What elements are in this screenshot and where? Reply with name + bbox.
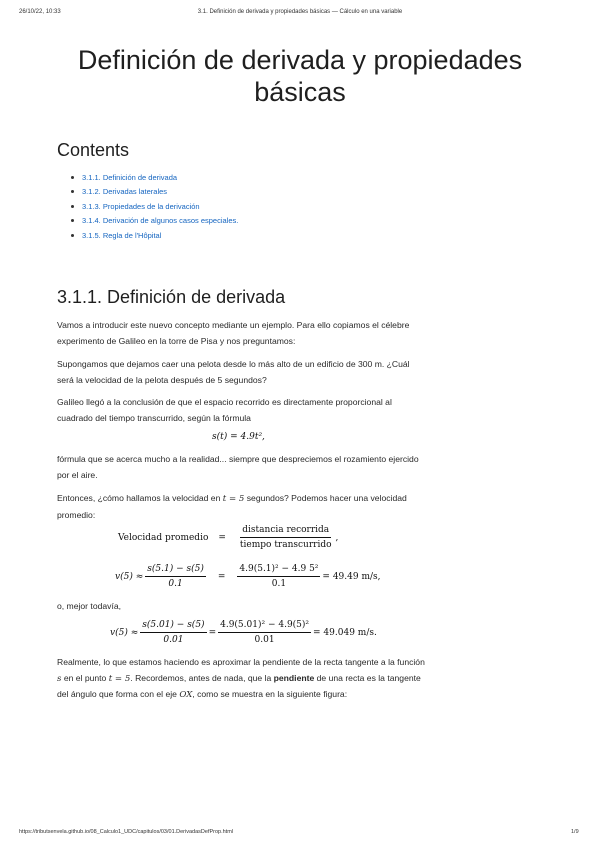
print-page-number: 1/9 [571, 829, 579, 835]
fraction-numerator: s(5.01) − s(5) [140, 620, 206, 633]
fraction-denominator: 0.1 [271, 579, 287, 589]
print-url: https://tributsenvela.github.io/08_Calculo1_UDC/capitulos/03/01.DerivadasDefProp.html [19, 829, 234, 835]
formula-equals: = [218, 532, 226, 543]
bullet-icon [71, 190, 74, 193]
fraction-numerator: 4.9(5.01)² − 4.9(5)² [218, 620, 311, 633]
formula-tail: , [335, 532, 339, 543]
bullet-icon [71, 205, 74, 208]
formula-lhs: v(5) ≈ [110, 627, 139, 638]
paragraph-average-velocity [57, 491, 427, 523]
section-heading: 3.1.1. Definición de derivada [57, 287, 286, 307]
text-fragment: Realmente, lo que estamos haciendo es aproximar la pendiente de la recta tangente a la función [57, 657, 425, 667]
formula-rhs: = 49.049 m/s. [313, 627, 377, 638]
fraction-numerator: s(5.1) − s(5) [145, 564, 206, 577]
formula-lhs: v(5) ≈ [115, 571, 144, 582]
print-date: 26/10/22, 10:33 [19, 9, 61, 15]
toc-item[interactable] [70, 199, 238, 214]
print-doc-title: 3.1. Definición de derivada y propiedades básicas — Cálculo en una variable [197, 9, 403, 15]
toc-item[interactable] [70, 214, 238, 229]
formula-equals: = [208, 627, 217, 638]
page-title-line1: Definición de derivada y propiedades [77, 45, 523, 75]
fraction [218, 620, 311, 645]
text-fragment: en el punto [63, 672, 107, 683]
bullet-icon [71, 176, 74, 179]
formula-position: s(t) = 4.9t², [212, 432, 265, 442]
formula-rhs: = 49.49 m/s, [322, 571, 381, 582]
toc-item[interactable] [70, 170, 238, 185]
text-fragment: Entonces, ¿cómo hallamos la velocidad en [57, 493, 221, 503]
fraction [238, 525, 334, 550]
toc-link[interactable]: 3.1.5. Regla de l'Hôpital [82, 230, 162, 240]
fraction-numerator: 4.9(5.1)² − 4.9 5² [237, 564, 320, 577]
bold-term: pendiente [273, 672, 315, 683]
toc-item[interactable] [70, 185, 238, 200]
fraction-numerator: distancia recorrida [240, 525, 331, 538]
text-fragment: segundos? Podemos hacer una velocidad promedio: [57, 493, 407, 520]
page-title-line2: básicas [254, 77, 346, 107]
text-fragment: de una recta es la tangente del ángulo que forma con el eje [57, 672, 421, 699]
fraction-denominator: tiempo transcurrido [239, 540, 332, 550]
formula-average-velocity [118, 525, 338, 550]
fraction [140, 620, 206, 645]
formula-v5-approx-2 [110, 620, 377, 645]
toc-link[interactable]: 3.1.1. Definición de derivada [82, 172, 178, 182]
paragraph-question: Supongamos que dejamos caer una pelota desde lo más alto de un edificio de 300 m. ¿Cuál será la velocidad de la pelota después de 5 segundos? [57, 359, 410, 385]
paragraph-better: o, mejor todavía, [57, 601, 122, 611]
paragraph-slope [57, 655, 429, 704]
bullet-icon [71, 219, 74, 222]
formula-equals: = [217, 571, 226, 582]
math-inline: OX [179, 690, 193, 700]
formula-v5-approx-1 [115, 564, 381, 589]
paragraph-reality: fórmula que se acerca mucho a la realidad... siempre que despreciemos el rozamiento ejercido por el aire. [57, 454, 419, 480]
contents-heading: Contents [57, 140, 130, 160]
fraction [237, 564, 320, 589]
text-fragment: , como se muestra en la siguiente figura: [192, 689, 348, 699]
text-fragment: . Recordemos, antes de nada, que la [130, 672, 272, 683]
math-inline: t = 5 [222, 494, 245, 504]
fraction-denominator: 0.1 [168, 579, 183, 589]
paragraph-galileo: Galileo llegó a la conclusión de que el espacio recorrido es directamente proporcional al cuadrado del tiempo transcurrido, según la fórmula [57, 397, 392, 423]
paragraph-intro: Vamos a introducir este nuevo concepto mediante un ejemplo. Para ello copiamos el célebre experimento de Galileo en la torre de Pisa y nos preguntamos: [57, 320, 410, 346]
toc-link[interactable]: 3.1.3. Propiedades de la derivación [82, 201, 200, 211]
fraction [145, 564, 206, 589]
toc-link[interactable]: 3.1.2. Derivadas laterales [82, 187, 168, 197]
fraction-denominator: 0.01 [254, 635, 275, 645]
fraction-denominator: 0.01 [163, 635, 184, 645]
page-title [60, 44, 540, 108]
toc-link[interactable]: 3.1.4. Derivación de algunos casos especiales. [82, 216, 239, 226]
bullet-icon [71, 234, 74, 237]
toc-item[interactable] [70, 228, 238, 243]
formula-lhs: Velocidad promedio [118, 532, 209, 543]
math-inline: t = 5 [108, 673, 131, 684]
math-inline: s [57, 673, 62, 684]
table-of-contents [70, 170, 238, 243]
